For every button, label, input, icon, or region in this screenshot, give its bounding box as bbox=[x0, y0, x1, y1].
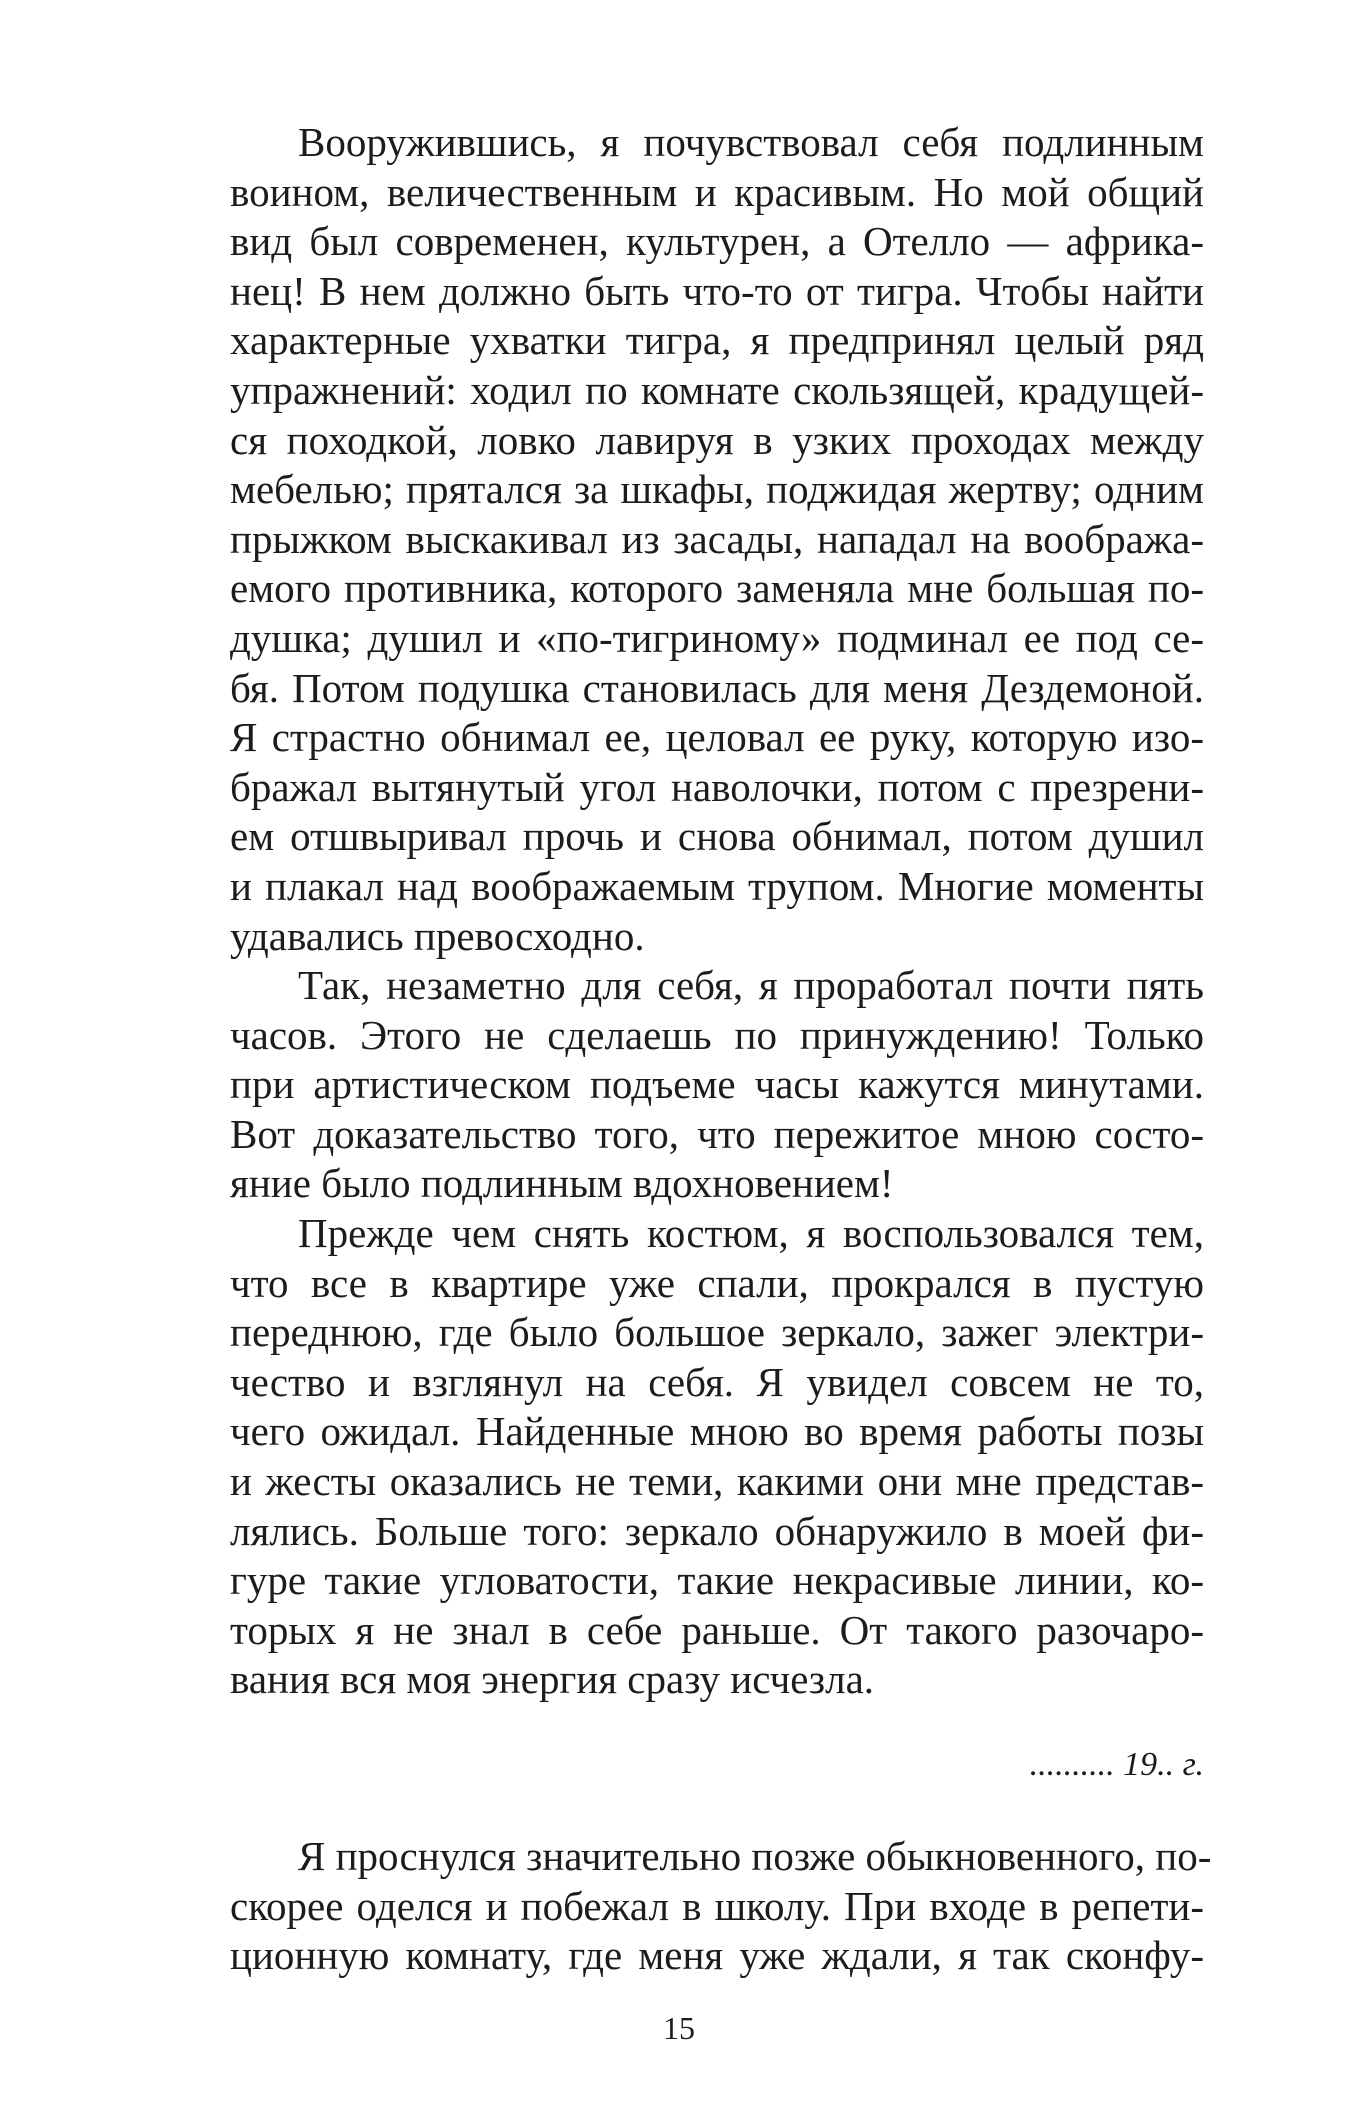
text-line: Я проснулся значительно позже обыкновенного, по- bbox=[298, 1833, 1212, 1879]
text-line: переднюю, где было большое зеркало, зажег электри- bbox=[230, 1309, 1204, 1356]
text-line: прыжком выскакивал из засады, нападал на вообража- bbox=[230, 515, 1204, 562]
text-line: ционную комнату, где меня уже ждали, я так сконфу- bbox=[230, 1932, 1204, 1979]
main-text bbox=[162, 118, 1204, 1705]
text-line: душка; душил и «по-тигриному» подминал ее под се- bbox=[230, 614, 1204, 661]
text-line: ся походкой, ловко лавируя в узких проходах между bbox=[230, 416, 1204, 463]
paragraph-1 bbox=[162, 118, 1204, 961]
text-line: что все в квартире уже спали, прокрался в пустую bbox=[230, 1259, 1204, 1306]
text-line: емого противника, которого заменяла мне большая по- bbox=[230, 565, 1204, 612]
text-line: характерные ухватки тигра, я предпринял целый ряд bbox=[230, 317, 1204, 364]
text-line: мебелью; прятался за шкафы, поджидая жертву; одним bbox=[230, 466, 1204, 513]
text-line: Я страстно обнимал ее, целовал ее руку, которую изо- bbox=[230, 714, 1204, 761]
text-line: Вот доказательство того, что пережитое мною состо- bbox=[230, 1110, 1204, 1157]
text-line: вид был современен, культурен, а Отелло — африка- bbox=[230, 218, 1204, 265]
paragraph-3 bbox=[162, 1209, 1204, 1705]
text-line: и жесты оказались не теми, какими они мне представ- bbox=[230, 1458, 1204, 1505]
text-line: упражнений: ходил по комнате скользящей, крадущей- bbox=[230, 366, 1204, 413]
text-line: нец! В нем должно быть что-то от тигра. Чтобы найти bbox=[230, 267, 1204, 314]
text-line: чество и взглянул на себя. Я увидел совсем не то, bbox=[230, 1358, 1204, 1405]
text-line: скорее оделся и побежал в школу. При входе в репети- bbox=[230, 1882, 1204, 1929]
text-line: и плакал над воображаемым трупом. Многие моменты bbox=[230, 862, 1204, 909]
text-line: гуре такие угловатости, такие некрасивые линии, ко- bbox=[230, 1557, 1204, 1604]
text-line: вания вся моя энергия сразу исчезла. bbox=[230, 1656, 875, 1703]
text-line: чего ожидал. Найденные мною во время работы позы bbox=[230, 1408, 1204, 1455]
paragraph-4 bbox=[162, 1832, 1212, 1981]
text-line: торых я не знал в себе раньше. От такого разочаро- bbox=[230, 1606, 1204, 1653]
page-number: 15 bbox=[663, 2010, 695, 2046]
paragraph-2 bbox=[162, 961, 1204, 1209]
text-line: бя. Потом подушка становилась для меня Дездемоной. bbox=[230, 664, 1204, 711]
text-line: удавались превосходно. bbox=[230, 912, 645, 959]
text-line: Так, незаметно для себя, я проработал почти пять bbox=[298, 962, 1204, 1009]
text-line: при артистическом подъеме часы кажутся минутами. bbox=[230, 1061, 1204, 1108]
second-section-text bbox=[162, 1832, 1212, 1981]
text-line: бражал вытянутый угол наволочки, потом с презрени- bbox=[230, 763, 1204, 810]
text-line: Прежде чем снять костюм, я воспользовался тем, bbox=[298, 1210, 1204, 1257]
diary-date-heading: .......... 19.. г. bbox=[1029, 1746, 1204, 1783]
text-line: лялись. Больше того: зеркало обнаружило в моей фи- bbox=[230, 1507, 1204, 1554]
text-line: ем отшвыривал прочь и снова обнимал, потом душил bbox=[230, 813, 1204, 860]
text-line: яние было подлинным вдохновением! bbox=[230, 1160, 894, 1207]
text-line: Вооружившись, я почувствовал себя подлинным bbox=[298, 119, 1204, 165]
text-line: воином, величественным и красивым. Но мой общий bbox=[230, 168, 1204, 215]
text-line: часов. Этого не сделаешь по принуждению! Только bbox=[230, 1011, 1204, 1058]
